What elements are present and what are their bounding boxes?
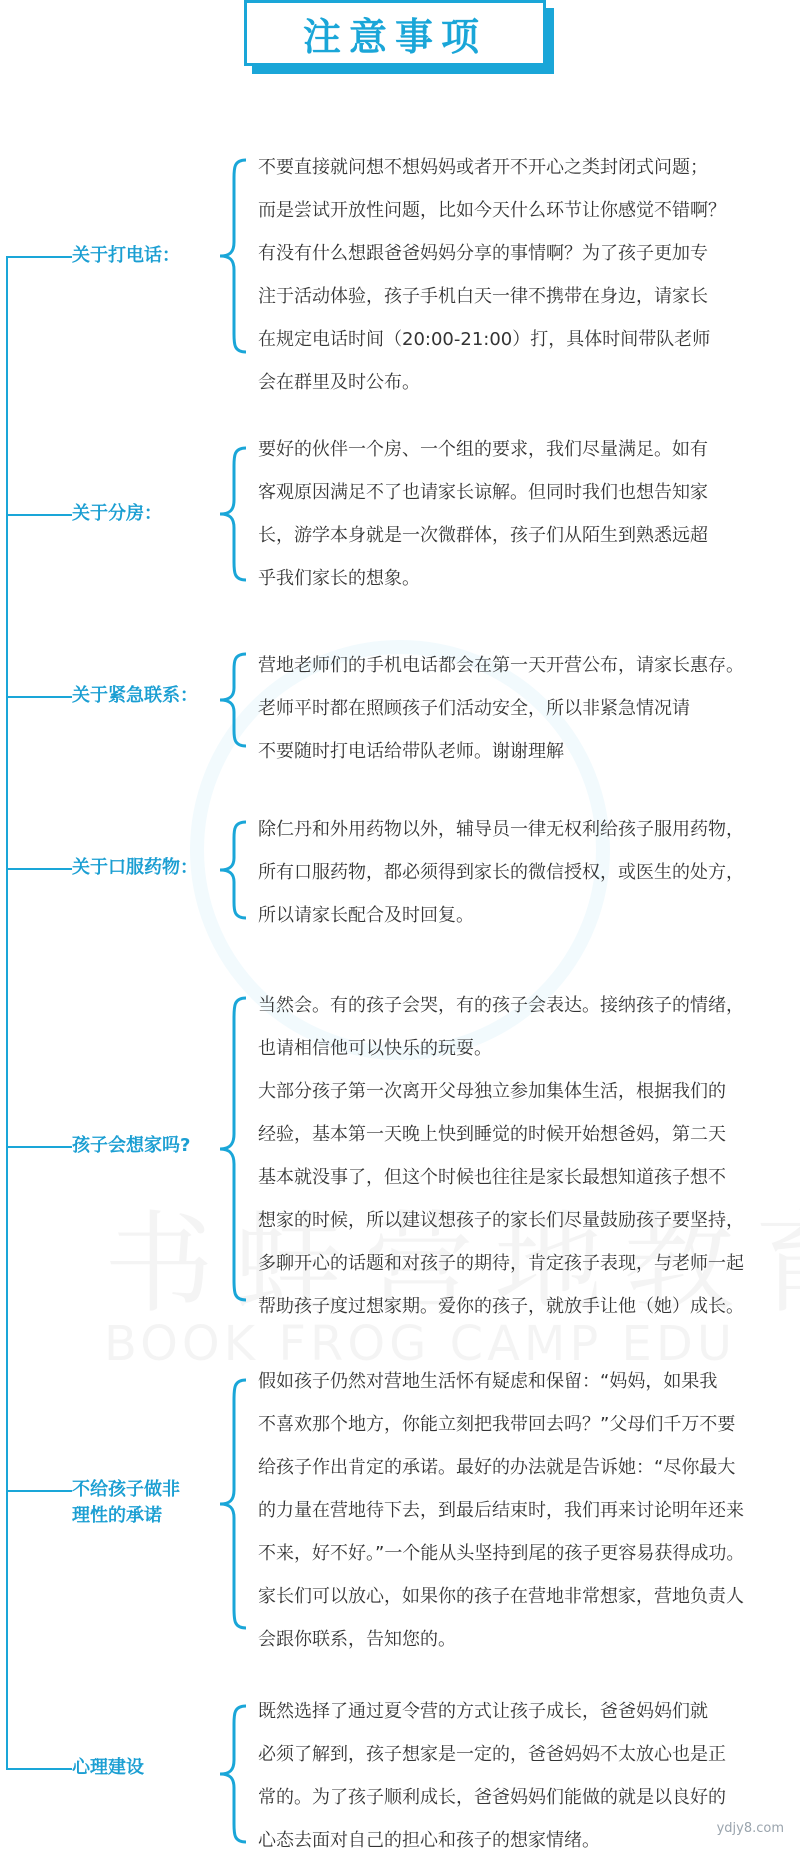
text-line: 要好的伙伴一个房、一个组的要求，我们尽量满足。如有: [258, 439, 708, 460]
section-label-room: 关于分房：: [72, 503, 162, 524]
branch-line-homesick: [6, 1146, 72, 1148]
text-line: 多聊开心的话题和对孩子的期待，肯定孩子表现，与老师一起: [258, 1253, 744, 1274]
text-line: 不要直接就问想不想妈妈或者开不开心之类封闭式问题；: [258, 157, 708, 178]
text-line: 想家的时候，所以建议想孩子的家长们尽量鼓励孩子要坚持，: [258, 1210, 744, 1231]
text-line: 必须了解到，孩子想家是一定的，爸爸妈妈不太放心也是正: [258, 1744, 726, 1765]
brace-medicine: [216, 820, 250, 920]
section-text-medicine: [258, 808, 798, 937]
section-label-mindset: 心理建设: [72, 1757, 144, 1778]
branch-line-promise: [6, 1490, 72, 1492]
section-text-promise: [258, 1360, 798, 1661]
brace-mindset: [216, 1704, 250, 1844]
text-line: 所有口服药物，都必须得到家长的微信授权，或医生的处方，: [258, 862, 744, 883]
branch-line-phone: [6, 256, 72, 258]
text-line: 而是尝试开放性问题，比如今天什么环节让你感觉不错啊？: [258, 200, 726, 221]
text-line: 营地老师们的手机电话都会在第一天开营公布，请家长惠存。: [258, 655, 744, 676]
text-line: 有没有什么想跟爸爸妈妈分享的事情啊？为了孩子更加专: [258, 243, 708, 264]
text-line: 客观原因满足不了也请家长谅解。但同时我们也想告知家: [258, 482, 708, 503]
branch-line-mindset: [6, 1768, 72, 1770]
branch-line-room: [6, 514, 72, 516]
text-line: 也请相信他可以快乐的玩耍。: [258, 1038, 492, 1059]
site-watermark: ydjy8.com: [716, 1821, 784, 1836]
section-label-emergency: 关于紧急联系：: [72, 685, 198, 706]
text-line: 不来，好不好。”一个能从头坚持到尾的孩子更容易获得成功。: [258, 1543, 745, 1564]
section-text-emergency: [258, 644, 798, 773]
title-box: [244, 0, 546, 66]
text-line: 经验，基本第一天晚上快到睡觉的时候开始想爸妈，第二天: [258, 1124, 726, 1145]
text-line: 基本就没事了，但这个时候也往往是家长最想知道孩子想不: [258, 1167, 726, 1188]
text-line: 常的。为了孩子顺利成长，爸爸妈妈们能做的就是以良好的: [258, 1787, 726, 1808]
text-line: 所以请家长配合及时回复。: [258, 905, 474, 926]
text-line: 家长们可以放心，如果你的孩子在营地非常想家，营地负责人: [258, 1586, 744, 1607]
text-line: 当然会。有的孩子会哭，有的孩子会表达。接纳孩子的情绪，: [258, 995, 744, 1016]
text-line: 注于活动体验，孩子手机白天一律不携带在身边，请家长: [258, 286, 708, 307]
text-line: 老师平时都在照顾孩子们活动安全，所以非紧急情况请: [258, 698, 690, 719]
text-line: 不要随时打电话给带队老师。谢谢理解: [258, 741, 564, 762]
branch-line-medicine: [6, 868, 72, 870]
section-label-promise-line2: 理性的承诺: [72, 1505, 162, 1526]
text-line: 帮助孩子度过想家期。爱你的孩子，就放手让他（她）成长。: [258, 1296, 744, 1317]
text-line: 既然选择了通过夏令营的方式让孩子成长，爸爸妈妈们就: [258, 1701, 708, 1722]
mindmap-trunk: [6, 256, 8, 1770]
text-line: 给孩子作出肯定的承诺。最好的办法就是告诉她：“尽你最大: [258, 1457, 736, 1478]
brace-promise: [216, 1378, 250, 1630]
text-line: 会跟你联系，告知您的。: [258, 1629, 456, 1650]
section-text-room: [258, 428, 798, 600]
page-title: 注意事项: [302, 14, 487, 59]
brace-emergency: [216, 652, 250, 748]
text-line: 在规定电话时间（20:00-21:00）打，具体时间带队老师: [258, 329, 711, 350]
text-line: 会在群里及时公布。: [258, 372, 420, 393]
section-label-phone: 关于打电话：: [72, 245, 180, 266]
brace-phone: [216, 158, 250, 354]
section-label-promise: 不给孩子做非: [72, 1479, 180, 1500]
text-line: 乎我们家长的想象。: [258, 568, 420, 589]
section-text-homesick: [258, 984, 798, 1328]
text-line: 除仁丹和外用药物以外，辅导员一律无权利给孩子服用药物，: [258, 819, 744, 840]
text-line: 不喜欢那个地方，你能立刻把我带回去吗？”父母们千万不要: [258, 1414, 736, 1435]
section-text-phone: [258, 146, 798, 404]
text-line: 心态去面对自己的担心和孩子的想家情绪。: [258, 1830, 600, 1851]
brace-homesick: [216, 996, 250, 1302]
section-text-mindset: [258, 1690, 798, 1862]
text-line: 大部分孩子第一次离开父母独立参加集体生活，根据我们的: [258, 1081, 726, 1102]
section-label-medicine: 关于口服药物：: [72, 857, 198, 878]
section-label-homesick: 孩子会想家吗?: [72, 1135, 191, 1156]
text-line: 假如孩子仍然对营地生活怀有疑虑和保留：“妈妈，如果我: [258, 1371, 718, 1392]
text-line: 长，游学本身就是一次微群体，孩子们从陌生到熟悉远超: [258, 525, 708, 546]
branch-line-emergency: [6, 696, 72, 698]
brace-room: [216, 446, 250, 582]
text-line: 的力量在营地待下去，到最后结束时，我们再来讨论明年还来: [258, 1500, 744, 1521]
